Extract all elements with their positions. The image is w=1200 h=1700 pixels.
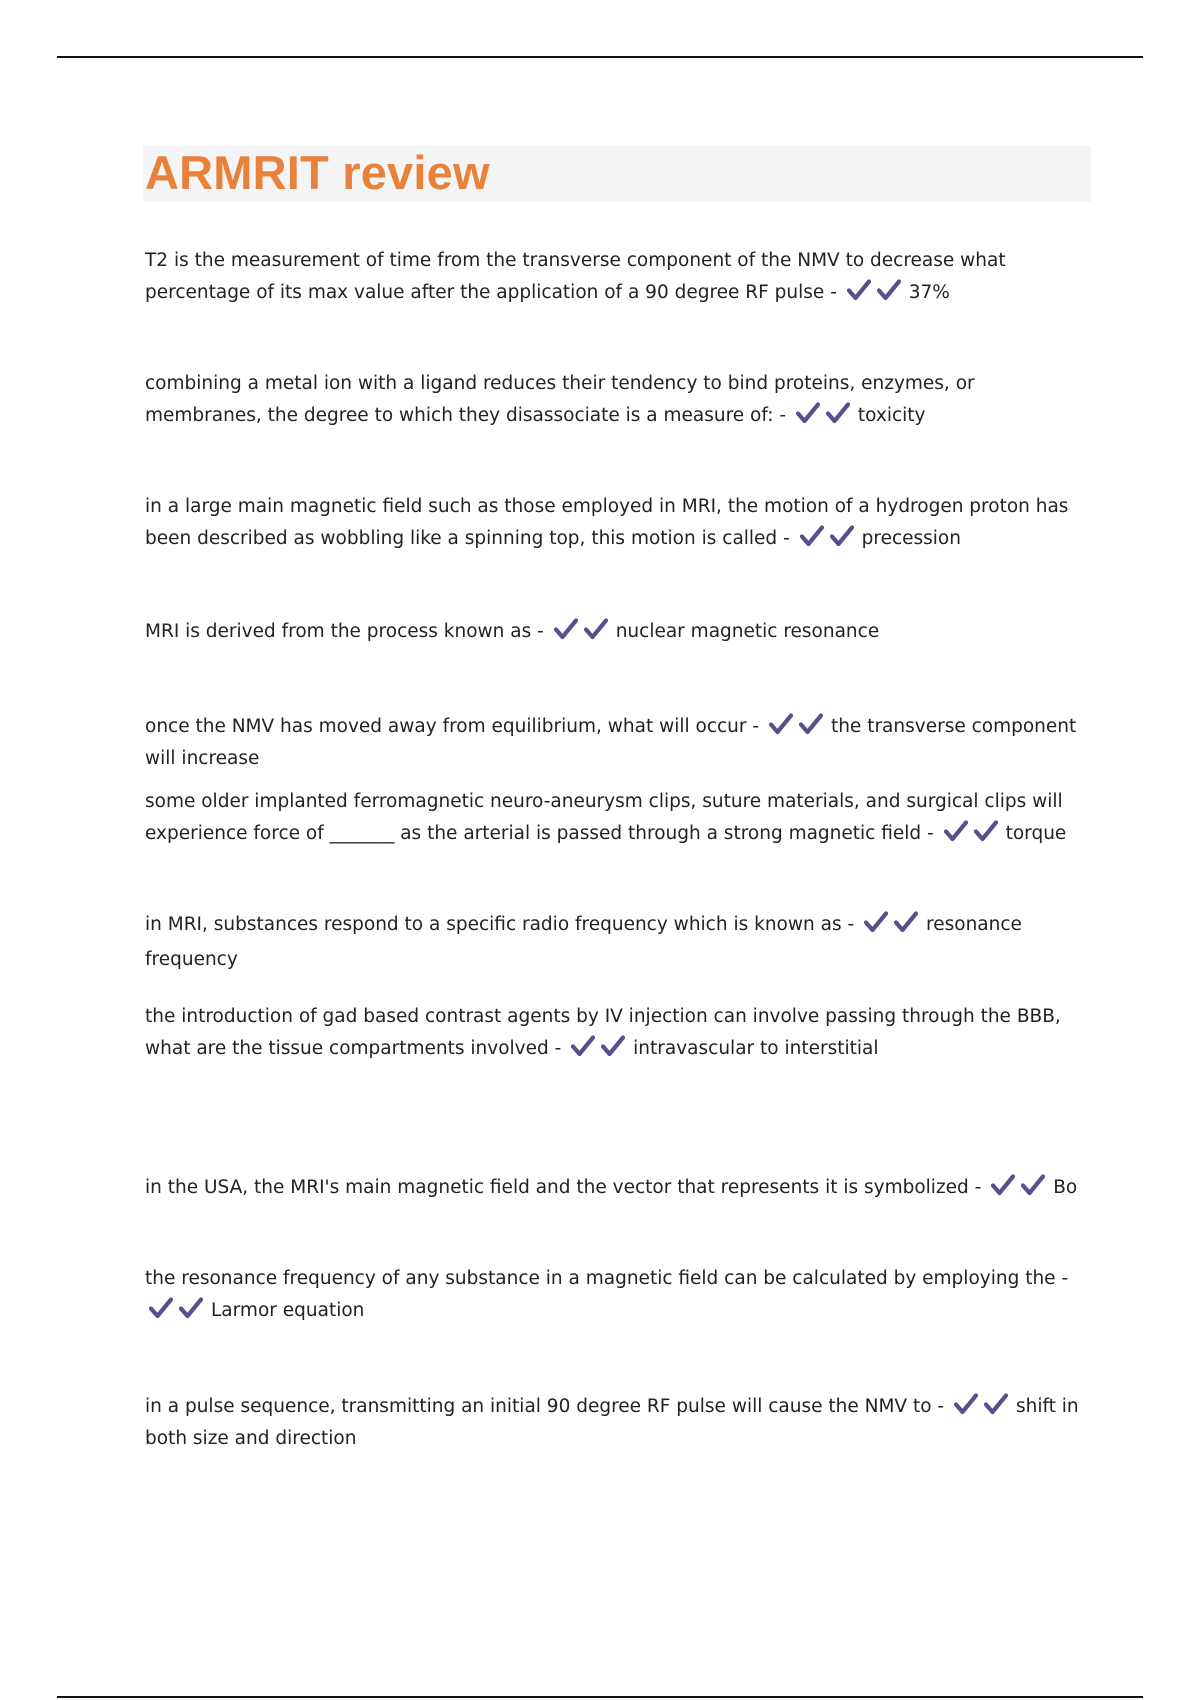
answer-checks (769, 713, 829, 744)
qa-answer: intravascular to interstitial (633, 1038, 879, 1059)
qa-separator: - (531, 621, 550, 642)
qa-question: some older implanted ferromagnetic neuro-aneurysm clips, suture materials, and surgical clips will experience force of _______ as the arterial is passed through a strong magnetic field (145, 791, 1063, 844)
qa-item-2 (145, 368, 1095, 435)
answer-checks (554, 618, 614, 651)
qa-item-7 (145, 909, 1095, 976)
check-mark-icon (584, 618, 608, 640)
check-mark-icon (894, 911, 918, 933)
check-mark-icon (149, 1297, 173, 1319)
check-mark-icon (954, 1393, 978, 1415)
qa-question: the introduction of gad based contrast agents by IV injection can involve passing through the BBB, what are the tissue compartments involved (145, 1006, 1061, 1059)
check-mark-icon (830, 525, 854, 547)
qa-answer: shift in both size and direction (145, 1396, 1079, 1449)
qa-item-8 (145, 1001, 1095, 1068)
qa-answer: 37% (908, 282, 950, 303)
qa-question: combining a metal ion with a ligand reduces their tendency to bind proteins, enzymes, or membranes, the degree to which they disassociate is a measure of: (145, 373, 975, 426)
footer-rule (57, 1696, 1143, 1698)
check-mark-icon (769, 713, 793, 735)
answer-checks (800, 525, 860, 558)
qa-separator: - (824, 282, 843, 303)
check-mark-icon (864, 911, 888, 933)
check-mark-icon (991, 1174, 1015, 1196)
qa-separator: - (1055, 1268, 1069, 1289)
check-mark-icon (571, 1035, 595, 1057)
qa-item-1 (145, 245, 1095, 312)
check-mark-icon (944, 820, 968, 842)
answer-checks (991, 1174, 1051, 1207)
page-title: ARMRIT review (145, 146, 490, 199)
check-mark-icon (877, 279, 901, 301)
qa-item-6 (145, 786, 1095, 853)
answer-checks (571, 1035, 631, 1068)
qa-separator: - (777, 528, 796, 549)
check-mark-icon (847, 279, 871, 301)
check-mark-icon (796, 402, 820, 424)
check-mark-icon (554, 618, 578, 640)
check-mark-icon (800, 525, 824, 547)
qa-answer: nuclear magnetic resonance (615, 621, 880, 642)
qa-question: in the USA, the MRI's main magnetic field and the vector that represents it is symbolized (145, 1177, 969, 1198)
answer-checks (149, 1297, 209, 1330)
check-mark-icon (179, 1297, 203, 1319)
qa-separator: - (968, 1177, 988, 1198)
qa-item-10 (145, 1263, 1095, 1330)
check-mark-icon (984, 1393, 1008, 1415)
qa-question: MRI is derived from the process known as (145, 621, 532, 642)
qa-answer: the transverse component will increase (145, 716, 1077, 769)
check-mark-icon (974, 820, 998, 842)
qa-question: in a pulse sequence, transmitting an initial 90 degree RF pulse will cause the NMV to (145, 1396, 932, 1417)
check-mark-icon (1021, 1174, 1045, 1196)
qa-answer: Bo (1053, 1177, 1078, 1198)
header-rule (57, 56, 1143, 58)
qa-separator: - (746, 716, 765, 737)
qa-item-4 (145, 616, 1095, 651)
qa-item-3 (145, 491, 1095, 558)
qa-answer: Larmor equation (211, 1300, 365, 1321)
qa-item-9 (145, 1172, 1095, 1207)
answer-checks (954, 1393, 1014, 1424)
answer-checks (847, 279, 907, 312)
qa-separator: - (841, 914, 861, 935)
answer-checks (864, 911, 924, 944)
answer-checks (944, 820, 1004, 853)
qa-item-5 (145, 712, 1095, 773)
check-mark-icon (826, 402, 850, 424)
check-mark-icon (601, 1035, 625, 1057)
qa-answer: toxicity (857, 405, 926, 426)
qa-answer: torque (1005, 823, 1067, 844)
qa-separator: - (773, 405, 792, 426)
qa-question: the resonance frequency of any substance in a magnetic field can be calculated by employing the (145, 1268, 1056, 1289)
qa-item-11 (145, 1392, 1095, 1453)
qa-question: in a large main magnetic field such as those employed in MRI, the motion of a hydrogen proton has been described as wobbling like a spinning top, this motion is called (145, 496, 1069, 549)
qa-separator: - (931, 1396, 950, 1417)
qa-question: once the NMV has moved away from equilibrium, what will occur (145, 716, 747, 737)
qa-answer: resonance frequency (145, 914, 1022, 970)
qa-question: in MRI, substances respond to a specific radio frequency which is known as (145, 914, 842, 935)
check-mark-icon (799, 713, 823, 735)
qa-answer: precession (861, 528, 961, 549)
qa-separator: - (548, 1038, 568, 1059)
answer-checks (796, 402, 856, 435)
qa-separator: - (921, 823, 940, 844)
qa-question: T2 is the measurement of time from the transverse component of the NMV to decrease what percentage of its max value after the application of a 90 degree RF pulse (145, 250, 1006, 303)
